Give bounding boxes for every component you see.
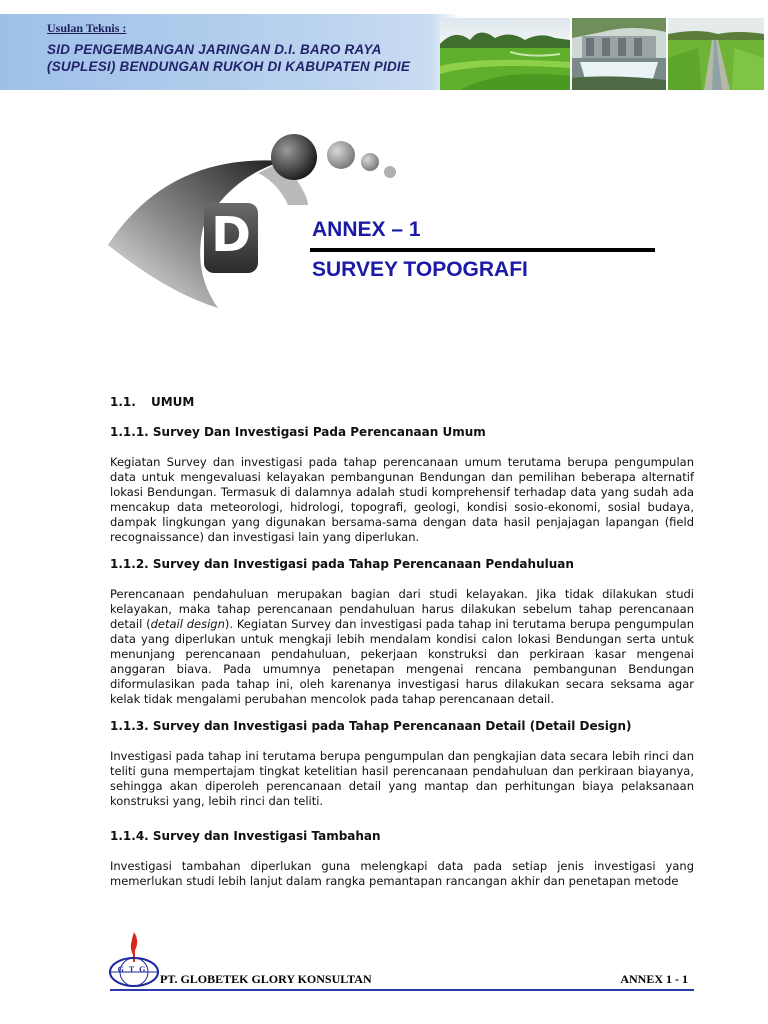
irrigation-canal-photo: [668, 18, 764, 90]
footer-page-number: ANNEX 1 - 1: [620, 972, 688, 986]
header-title-line-1: SID PENGEMBANGAN JARINGAN D.I. BARO RAYA: [47, 42, 382, 57]
header-title-line-2: (SUPLESI) BENDUNGAN RUKOH DI KABUPATEN PIDIE: [47, 59, 411, 74]
paragraph-1-1-4: Investigasi tambahan diperlukan guna melengkapi data pada setiap jenis investigasi yang memerlukan studi lebih lanjut dalam rangka pemantapan rancangan akhir dan penetapan metode: [110, 859, 694, 888]
section-heading-1-1-2: 1.1.2. Survey dan Investigasi pada Tahap Perencanaan Pendahuluan: [110, 557, 574, 571]
section-heading-1-1-1: 1.1.1. Survey Dan Investigasi Pada Perencanaan Umum: [110, 425, 486, 439]
paragraph-1-1-1: Kegiatan Survey dan investigasi pada tahap perencanaan umum terutama berupa pengumpulan data untuk mengevaluasi kelayakan pembangunan Bendungan dan pemilihan beberapa alternatif lokasi Bendungan. Termasuk di dalamnya adalah studi komprehensif terhadap data yang sudah ada mencakup data meteorologi, hidrologi, topografi, geologi, kondisi sosio-ekonomi, sosial budaya, dampak lingkungan yang digunakan bersama-sama dengan data hasil penjajagan lapangan (field recognaissance) dan investigasi lain yang diperlukan.: [110, 455, 694, 544]
section-heading-1-1-3: 1.1.3. Survey dan Investigasi pada Tahap Perencanaan Detail (Detail Design): [110, 719, 632, 733]
italic-term: detail design: [150, 617, 225, 631]
logo-lettering: GTG: [117, 965, 151, 974]
emblem-letter: D: [211, 207, 251, 263]
paragraph-1-1-3: Investigasi pada tahap ini terutama berupa pengumpulan dan pengkajian data secara lebih rinci dan teliti guna mempertajam tingkat ketelitian hasil perencanaan pendahuluan dan perkiraan biayanya, sehingga akan diperoleh perencanaan detail yang mantap dan perhitungan biaya pelaksanaan konstruksi yang, lebih rinci dan teliti.: [110, 749, 694, 808]
section-title: UMUM: [151, 395, 195, 409]
header-label: Usulan Teknis :: [47, 21, 127, 35]
annex-title: SURVEY TOPOGRAFI: [312, 258, 528, 281]
paragraph-1-1-2: [110, 587, 694, 707]
rice-field-photo: [440, 18, 570, 90]
footer-divider: [110, 989, 694, 991]
company-logo: [108, 930, 160, 990]
section-heading-1-1: [110, 395, 694, 409]
section-heading-1-1-4: 1.1.4. Survey dan Investigasi Tambahan: [110, 829, 381, 843]
document-header: [0, 14, 768, 90]
title-divider: [310, 248, 655, 252]
footer-company: PT. GLOBETEK GLORY KONSULTAN: [160, 972, 372, 986]
paragraph-text: ). Kegiatan Survey dan investigasi pada tahap ini terutama berupa pengumpulan data yang diperlukan untuk mengkaji lebih mendalam kondisi calon lokasi Bendungan serta untuk menunjang perencanaan pendahuluan, pekerjaan konstruksi dan perkiraan kasar mengenai anggaran biava. Pada umumnya penetapan mengenai rencana pembangunan Bendungan diformulasikan pada tahap ini, oleh karenanya investigasi harus dilakukan secara seksama agar kelak tidak mengalami perubahan mencolok pada tahap perencanaan detail.: [110, 617, 694, 706]
weir-photo: [572, 18, 666, 90]
document-body: [110, 395, 694, 901]
paragraph-text: Perencanaan pendahuluan merupakan bagian dari studi kelayakan. Jika tidak dilakukan studi kelayakan, maka tahap perencanaan pendahuluan harus dilakukan sebelum tahap perencanaan detail (: [110, 587, 694, 631]
annex-number: ANNEX – 1: [312, 218, 421, 241]
section-number: 1.1.: [110, 395, 136, 409]
header-title: [47, 41, 410, 75]
